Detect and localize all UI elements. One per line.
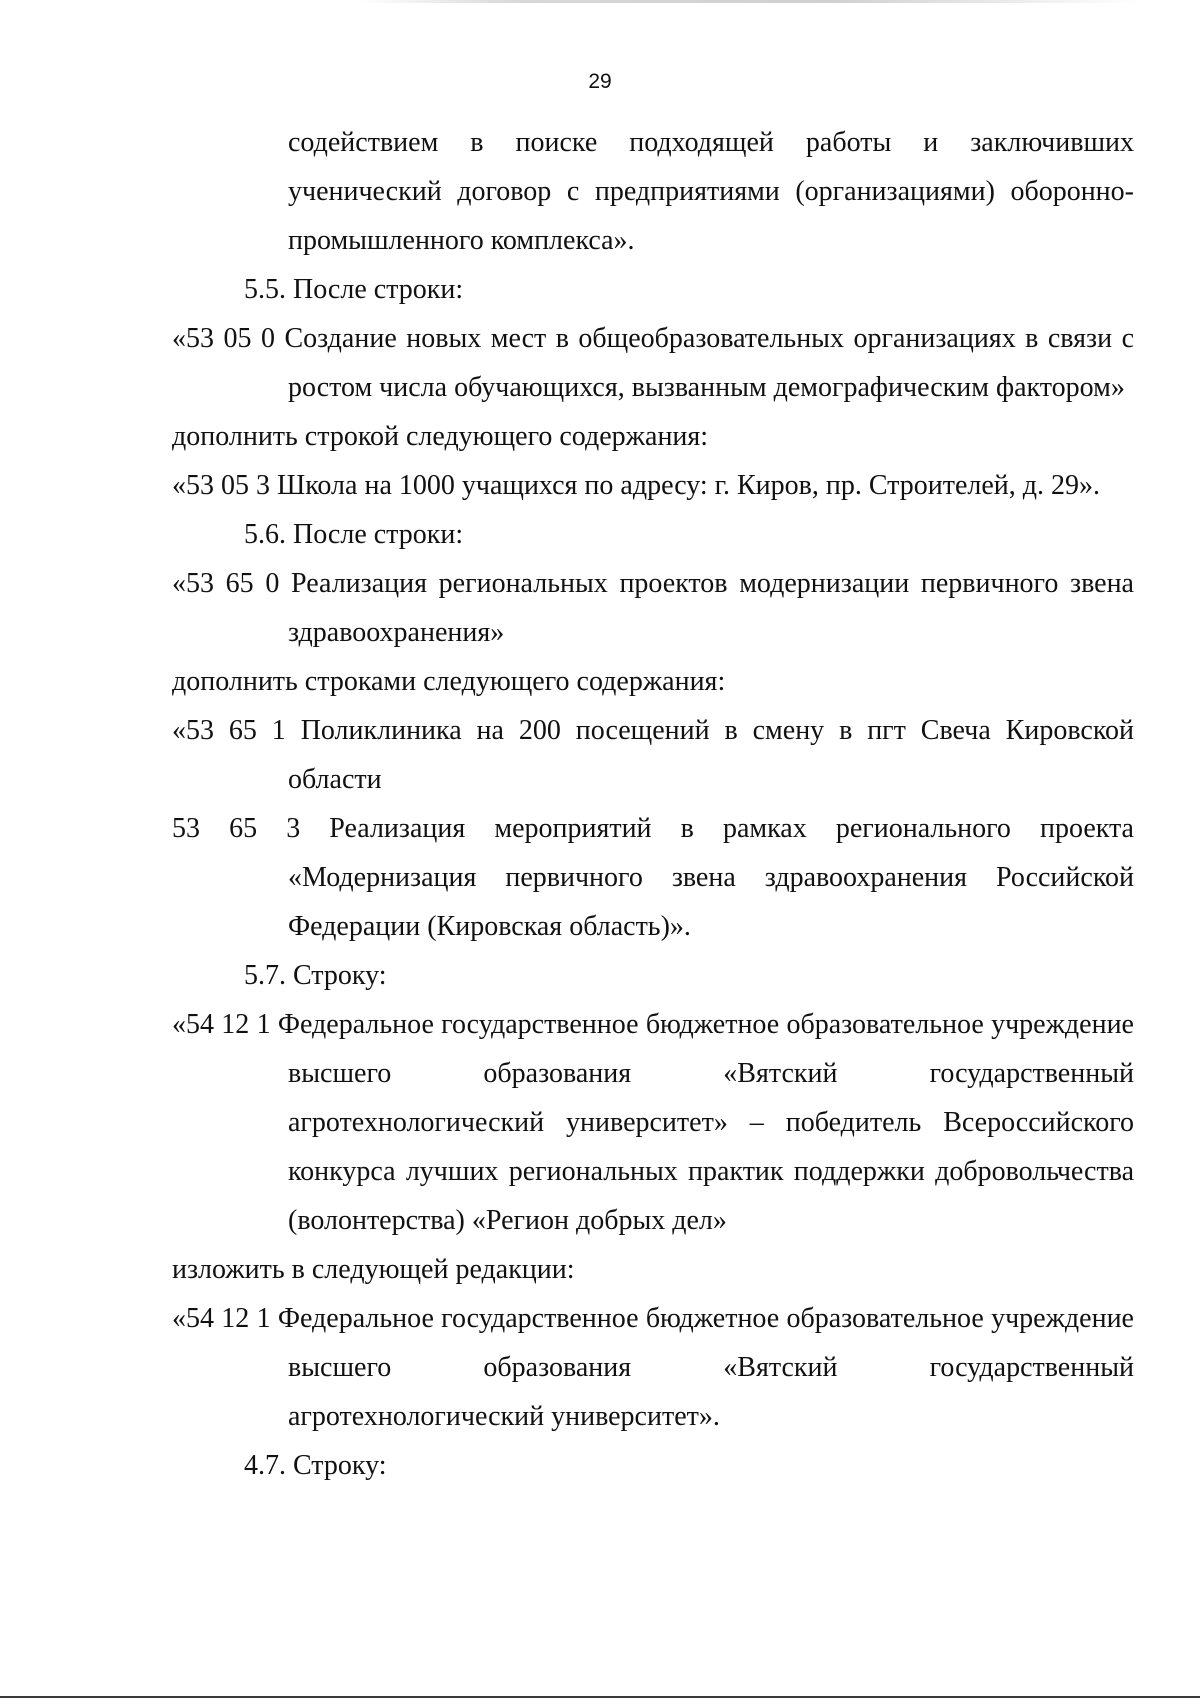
code-line-53-65-3: 53 65 3 Реализация мероприятий в рамках регионального проекта «Модернизация первичного звена здравоохранения Российской Федерации (Кировская область)».	[172, 813, 1134, 942]
instruction-restate: изложить в следующей редакции:	[172, 1254, 575, 1285]
code-line-53-65-0: «53 65 0 Реализация региональных проектов модернизации первичного звена здравоохранения»	[172, 568, 1134, 648]
instruction-add-line: дополнить строкой следующего содержания:	[172, 421, 709, 452]
page-number: 29	[588, 70, 612, 93]
clause-heading-5-7: 5.7. Строку:	[244, 960, 387, 991]
document-body	[172, 118, 1134, 1490]
code-line-53-05-3: «53 05 3 Школа на 1000 учащихся по адресу: г. Киров, пр. Строителей, д. 29».	[172, 470, 1101, 501]
code-line-54-12-1-new: «54 12 1 Федеральное государственное бюджетное образовательное учреждение высшего образования «Вятский государственный агротехнологический университет».	[172, 1303, 1134, 1432]
clause-heading-5-5: 5.5. После строки:	[244, 274, 464, 305]
code-line-54-12-1-old: «54 12 1 Федеральное государственное бюджетное образовательное учреждение высшего образования «Вятский государственный агротехнологический университет» – победитель Всероссийского конкурса лучших региональных практик поддержки добровольчества (волонтерства) «Регион добрых дел»	[172, 1009, 1134, 1236]
clause-heading-4-7: 4.7. Строку:	[244, 1450, 387, 1481]
scan-bottom-edge	[0, 1696, 1200, 1698]
scan-edge-mark	[360, 0, 1140, 3]
code-line-53-65-1: «53 65 1 Поликлиника на 200 посещений в смену в пгт Свеча Кировской области	[172, 715, 1134, 795]
paragraph-continuation: содействием в поиске подходящей работы и заключивших ученический договор с предприятиями (организациями) оборонно-промышленного комплекса».	[288, 127, 1134, 256]
instruction-add-lines: дополнить строками следующего содержания:	[172, 666, 726, 697]
clause-heading-5-6: 5.6. После строки:	[244, 519, 464, 550]
code-line-53-05-0: «53 05 0 Создание новых мест в общеобразовательных организациях в связи с ростом числа обучающихся, вызванным демографическим фактором»	[172, 323, 1134, 403]
